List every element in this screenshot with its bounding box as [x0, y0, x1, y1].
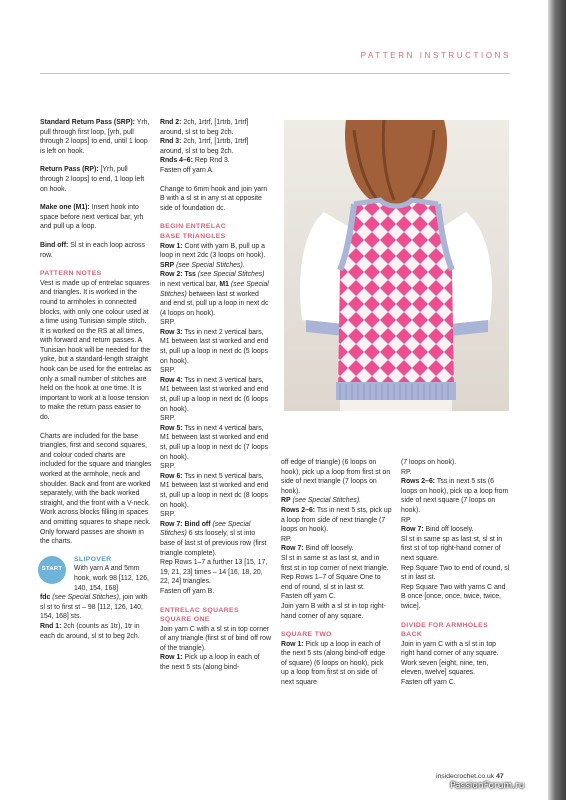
srp-title: Standard Return Pass (SRP):	[40, 119, 135, 126]
sq2-repeat-2: Rep Square Two with yarns C and B once [once, once, twice, twice, twice].	[401, 583, 506, 610]
sq2-row7-text: Bind off loosely.	[425, 526, 474, 534]
sq1-repeat: Rep Rows 1–7 of Square One to end of round, sl st in last st.	[281, 574, 381, 591]
sq2-rows2-6-label: Rows 2–6:	[401, 478, 436, 486]
sq1-rows2-6-label: Rows 2–6:	[281, 506, 316, 514]
fasten-off-a: Fasten off yarn A.	[160, 166, 214, 174]
sq1-rp-see: (see Special Stitches).	[292, 497, 362, 505]
rnd3-text: 2ch, 1rtrf, [1rtrb, 1rtrf] around, sl st to beg 2ch.	[160, 138, 249, 155]
slipover-text-b: , join with sl st to first st – 98 [112, 126, 140, 154, 168] sts.	[40, 594, 148, 621]
bt-srp-5: SRP.	[160, 463, 176, 471]
sq1-rp-label: RP	[281, 497, 291, 505]
divide-armholes-heading: DIVIDE FOR ARMHOLES	[401, 621, 489, 629]
pattern-notes-heading: PATTERN NOTES	[40, 270, 102, 278]
bt-row3-label: Row 3:	[160, 328, 183, 336]
column-1	[40, 118, 152, 650]
fasten-off-c: Fasten off yarn C.	[281, 593, 336, 601]
rnd2-label: Rnd 2:	[160, 119, 182, 126]
srp-text: Yrh, pull through first loop, [yrh, pull through 2 loops] to end, until 1 loop is left on hook.	[40, 119, 150, 155]
change-hook: Change to 6mm hook and join yarn B with a sl st in any st at opposite side of foundation dc.	[160, 185, 268, 212]
pattern-notes-para-1: Vest is made up of entrelac squares and triangles. It is worked in the round to armholes in connected blocks, with only one colour used at a time using Tunisian simple stitch. It is worked on the RS at all times, with forward and return passes. A Tunisian hook will be needed for the yoke, but a standard-length straight hook can be used for the entrelac as only a small number of stitches are held on the hook at one time. It is important to work at a loose tension to make the return pass easier to do.	[40, 279, 152, 422]
sq1-row7-label: Row 7:	[281, 545, 304, 553]
bt-row4	[160, 376, 271, 414]
see-special-stitches: (see Special Stitches)	[52, 594, 119, 602]
square-two-heading: SQUARE TWO	[281, 631, 332, 639]
sq1-row1-label: Row 1:	[160, 654, 183, 662]
rp-text: [Yrh, pull through 2 loops] to end, 1 loop left on hook.	[40, 166, 145, 193]
bt-row3	[160, 328, 271, 366]
sq2-rp: RP.	[401, 468, 412, 476]
m1-definition	[40, 203, 152, 232]
bt-row5-text: Tss in next 4 vertical bars, M1 between last st worked and end st, pull up a loop in next dc (7 loops on hook).	[160, 424, 269, 461]
bt-row1-text: Cont with yarn B, pull up a loop in next 2dc (3 loops on hook).	[160, 242, 266, 260]
base-triangles-heading: BASE TRIANGLES	[160, 232, 226, 240]
page-spine-shadow	[548, 0, 566, 800]
column-3	[281, 458, 392, 688]
sq1-slst: Sl st in same st as last st, and in first st in top corner of next triangle.	[281, 554, 389, 572]
bt-row4-label: Row 4:	[160, 376, 183, 384]
back-fasten: Fasten off yarn C.	[401, 679, 456, 687]
bindoff-text: Sl st in each loop across row.	[40, 241, 145, 259]
m1-text: Insert hook into space before next vertical bar, yrh and pull up a loop.	[40, 204, 144, 231]
slipover-text	[40, 593, 152, 622]
slipover-text-a: With yarn A and 5mm hook, work 98 [112, 126, 140, 154, 168]	[74, 565, 149, 592]
back-heading: BACK	[401, 631, 423, 639]
entrelac-squares-heading: ENTRELAC SQUARES	[160, 606, 239, 614]
bt-row2	[160, 270, 271, 318]
sq1-rp-2: RP.	[281, 535, 292, 543]
sq2-rows2-6	[401, 477, 511, 515]
start-badge: START	[38, 556, 66, 584]
rnd3-label: Rnd 3:	[160, 138, 182, 146]
bt-row7-label: Row 7: Bind off	[160, 520, 211, 528]
sq1-row7-text: Bind off loosely.	[305, 545, 354, 553]
watermark: PassionForum.ru	[450, 781, 525, 791]
bt-srp-4: SRP.	[160, 415, 176, 423]
fdc-term: fdc	[40, 594, 51, 602]
fasten-off-b: Fasten off yarn B.	[160, 587, 215, 595]
bt-row2-text: in next vertical bar,	[160, 280, 218, 288]
column-2	[160, 118, 271, 673]
sq1-row1-text: Pick up a loop in each of the next 5 sts (along bind-	[160, 654, 260, 672]
m1-title: Make one (M1):	[40, 204, 90, 212]
sq2-rows2-6-text: Tss in next 5 sts (6 loops on hook), pick up a loop from side of next square (7 loops on hook).	[401, 478, 509, 514]
rnd1-label: Rnd 1:	[40, 622, 62, 630]
sq2-slst: Sl st in same sp as last st, sl st in first st of top right-hand corner of next square.	[401, 535, 503, 562]
bindoff-title: Bind off:	[40, 241, 69, 249]
rnd1	[40, 622, 152, 641]
bt-row5-label: Row 5:	[160, 424, 183, 432]
bt-row6-text: Tss in next 5 vertical bars, M1 between last st worked and end st, pull up a loop in next dc (8 loops on hook).	[160, 472, 269, 509]
sq2-row7	[401, 525, 511, 535]
bt-row6	[160, 472, 271, 510]
bt-row4-text: Tss in next 3 vertical bars, M1 between last st worked and end st, pull up a loop in next dc (6 loops on hook).	[160, 376, 269, 413]
sq2-row1-label: Row 1:	[281, 640, 304, 648]
header-rule	[40, 73, 510, 74]
slipover-heading: SLIPOVER	[74, 555, 112, 563]
bt-row5	[160, 424, 271, 462]
bt-repeat: Rep Rows 1–7 a further 13 [15, 17, 19, 21, 23] times – 14 [16, 18, 20, 22, 24] triangles.	[160, 559, 268, 586]
vest-photo-illustration	[284, 120, 509, 411]
sq2-rp-2: RP.	[401, 516, 412, 524]
column-4	[401, 458, 511, 688]
rnds-4-6-label: Rnds 4–6:	[160, 157, 193, 165]
square-one-heading: SQUARE ONE	[160, 616, 210, 624]
page-number: 47	[496, 773, 504, 780]
bt-m1-label: M1	[219, 280, 229, 288]
rp-definition	[40, 165, 152, 194]
bt-row2-rest: between last st worked and end st, pull up a loop in next dc (4 loops on hook).	[160, 290, 269, 317]
rnd2-text: 2ch, 1rtrf, [1rtrb, 1rtrf] around, sl st to beg 2ch.	[160, 119, 249, 136]
rnds-4-6-text: Rep Rnd 3.	[194, 157, 230, 165]
sq1-row1-cont: off edge of triangle) (6 loops on hook), pick up a loop from first st on side of next triangle (7 loops on hook).	[281, 459, 391, 495]
sq2-row1-text: Pick up a loop in each of the next 5 sts (along bind-off edge of square) (6 loops on hook), pick up a loop from first st on side of next square	[281, 640, 386, 687]
bt-row1	[160, 242, 271, 261]
bt-row3-text: Tss in next 2 vertical bars, M1 between last st worked and end st, pull up a loop in next dc (5 loops on hook).	[160, 328, 269, 365]
rnd1-text: 2ch (counts as 1tr), 1tr in each dc around, sl st to beg 2ch.	[40, 622, 140, 640]
sq1-rows2-6-text: Tss in next 5 sts, pick up a loop from side of next triangle (7 loops on hook).	[281, 506, 392, 534]
back-work: Work seven [eight, nine, ten, eleven, twelve] squares.	[401, 659, 489, 677]
bt-srp-3: SRP.	[160, 367, 176, 375]
sq1-join: Join yarn C with a sl st in top corner of any triangle (first st of bind off row of the triangle).	[160, 625, 271, 652]
sq2-repeat-1: Rep Square Two to end of round, sl st in last st.	[401, 564, 510, 582]
sq1-rows2-6	[281, 506, 392, 535]
bt-row7-text: 6 sts loosely, sl st into base of last st of previous row (first triangle complete).	[160, 530, 267, 557]
bt-row2-label: Row 2: Tss	[160, 271, 196, 279]
bt-srp-2: SRP.	[160, 319, 176, 327]
sq1-rp	[281, 496, 392, 506]
rp-title: Return Pass (RP):	[40, 166, 99, 174]
slipover-start	[40, 555, 152, 641]
bt-srp-label: SRP	[160, 261, 175, 269]
bt-srp-see: (see Special Stitches).	[176, 261, 245, 269]
bindoff-definition	[40, 241, 152, 260]
back-join: Join in yarn C with a sl st in top right hand corner of any square.	[401, 640, 499, 658]
begin-entrelac-heading: BEGIN ENTRELAC	[160, 223, 227, 231]
pattern-notes-para-2: Charts are included for the base triangles, first and second squares, and colour coded charts are included for the square and triangles worked at the armhole, neck and shoulder. Back and front are worked separately, with the back worked straight, and the front with a V-neck. Work across blocks filling in spaces and omitting squares to shape neck. Only forward passes are shown in the charts.	[40, 432, 152, 546]
sq2-row1-cont: (7 loops on hook).	[401, 459, 457, 466]
bt-row7-see: (see Special Stitches)	[160, 520, 251, 538]
bt-row1-label: Row 1:	[160, 242, 183, 250]
bt-row7	[160, 520, 271, 558]
section-header: PATTERN INSTRUCTIONS	[360, 51, 511, 60]
rnd2	[160, 118, 271, 137]
join-yarn-b: Join yarn B with a sl st in top right-hand corner of any square.	[281, 602, 386, 620]
rnd3	[160, 137, 271, 156]
sq1-row1	[160, 653, 271, 672]
footer-site: insidecrochet.co.uk	[436, 773, 495, 780]
bt-srp-6: SRP.	[160, 511, 176, 519]
sq2-row1	[281, 640, 392, 688]
vest-photo	[284, 120, 509, 411]
bt-srp	[160, 261, 271, 271]
srp-definition	[40, 118, 152, 156]
bt-row2-see: (see Special Stitches)	[197, 271, 265, 279]
bt-m1-see: (see Special Stitches)	[160, 280, 269, 298]
rnds-4-6	[160, 156, 271, 166]
sq1-row7	[281, 544, 392, 554]
sq2-row7-label: Row 7:	[401, 526, 424, 534]
bt-row6-label: Row 6:	[160, 472, 183, 480]
